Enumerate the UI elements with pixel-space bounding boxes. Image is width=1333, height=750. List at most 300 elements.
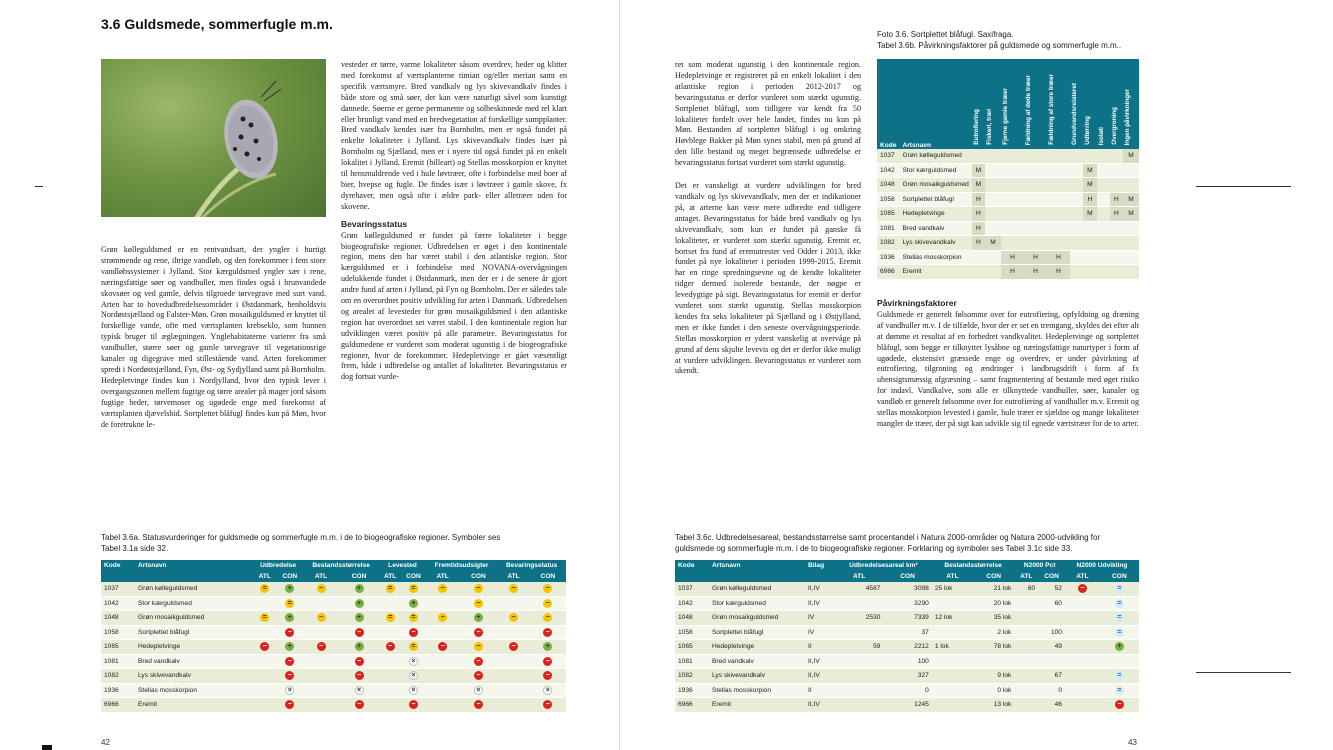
status-cell [530, 683, 566, 698]
impact-cell: H [1110, 207, 1123, 222]
status-cell [379, 582, 401, 596]
col-subheader [135, 571, 253, 582]
status-cell [401, 698, 426, 713]
region-label: ATL [497, 571, 529, 582]
pop-atl [932, 698, 973, 713]
area-con: 3098 [883, 582, 931, 596]
impact-cell [1001, 178, 1024, 193]
area-atl [835, 698, 883, 713]
pct-con: 60 [1038, 596, 1065, 611]
pop-atl [932, 625, 973, 640]
pop-con: 0 lok [973, 683, 1014, 698]
impact-factor-label: Grundvandsrelateret [1071, 83, 1079, 145]
area-atl: 4587 [835, 582, 883, 596]
row-code: 1048 [877, 178, 899, 193]
body-text: Guldsmede er generelt følsomme over for eutrofiering, opfyldning og dræning af vandhuller m.v. I de tilfælde, hvor der er set en tremgang, skyldes det efter alt at dømme et resultat af en forbedret vandkvalitet. Hedepletvinge og sortplettet blåfugl, som begge er tilknyttet lysåbne og næringsfattige naturtyper i form af ugødede, ekstensivt græssede enge og overdrev, er under påvirkning af eutrofiering, tilgroning og ændringer i landbrugsdrift i form af fx uhensigtsmæssig afgræsning – samt fragmentering af bestande med øget risiko for indavl. Vandkalve, som alle er tilknyttede vandhuller, søer, kanaler og vandløb er generelt følsomme over for eutrofiering af vandhuller m.v. Eremit og stellas mosskorpion levested i gamle, hule træer er sjældne og mange lokaliteter mangler de træer, der på sigt kan udvikle sig til egnede værtstræer for de to arter. [877, 309, 1139, 428]
col-subheader [101, 571, 135, 582]
impact-cell: H [972, 192, 985, 207]
row-code: 6966 [877, 265, 899, 280]
status-cell [339, 625, 379, 640]
status-cell [253, 669, 277, 684]
col-header: N2000 Pct [1014, 560, 1065, 571]
impact-cell: M [1083, 163, 1096, 178]
impact-cell: M [1123, 149, 1139, 163]
impact-cell [985, 265, 1001, 280]
col-header: Bevaringsstatus [497, 560, 566, 571]
impact-cell [1123, 250, 1139, 265]
impact-cell [1110, 221, 1123, 236]
col-header: Udbredelse [253, 560, 303, 571]
status-dot-icon: = [1115, 613, 1124, 622]
row-name: Lys skivevandkalv [899, 236, 971, 251]
status-cell [459, 625, 497, 640]
pct-atl [1014, 640, 1038, 655]
row-bilag: II,IV [805, 698, 835, 713]
crop-mark [1196, 186, 1291, 187]
impact-factor-header [1083, 59, 1096, 149]
pop-con: 2 lok [973, 625, 1014, 640]
status-dot-icon: = [1115, 628, 1124, 637]
status-cell [339, 596, 379, 611]
row-code: 1042 [101, 596, 135, 611]
impact-cell [1083, 236, 1096, 251]
row-name: Eremit [899, 265, 971, 280]
impact-cell [1083, 265, 1096, 280]
row-name: Hedepletvinge [899, 207, 971, 222]
area-atl [835, 654, 883, 669]
region-label: CON [1038, 571, 1065, 582]
impact-cell [1024, 236, 1047, 251]
impact-factor-header [1070, 59, 1083, 149]
row-name: Grøn kølleguldsmed [135, 582, 253, 596]
region-label: ATL [1065, 571, 1100, 582]
row-code: 1082 [675, 669, 709, 684]
status-cell [497, 683, 529, 698]
status-cell [277, 698, 304, 713]
impact-cell [1110, 236, 1123, 251]
butterfly-photo [101, 59, 326, 217]
status-dot-icon: − [438, 613, 447, 622]
impact-cell [1001, 163, 1024, 178]
impact-factor-label: Fiskeri, træl [986, 109, 994, 145]
photo-caption-line: Foto 3.6. Sortplettet blåfugl. Saxifraga. [877, 30, 1014, 39]
status-cell [426, 596, 460, 611]
impact-factor-label: Fældning af store træer [1048, 74, 1056, 145]
pct-atl [1014, 683, 1038, 698]
region-label: ATL [932, 571, 973, 582]
pop-con: 20 lok [973, 596, 1014, 611]
area-con: 100 [883, 654, 931, 669]
status-dot-icon: − [355, 671, 364, 680]
impact-cell: H [1024, 250, 1047, 265]
table-row [101, 698, 566, 713]
impact-factor-label: Fjerne gamle træer [1002, 88, 1010, 145]
right-column-2 [877, 296, 1139, 430]
trend-cell [1100, 669, 1139, 684]
area-atl [835, 596, 883, 611]
status-dot-icon: − [543, 628, 552, 637]
row-bilag: II,IV [805, 582, 835, 596]
row-code: 1058 [675, 625, 709, 640]
row-code: 1081 [877, 221, 899, 236]
area-atl: 2530 [835, 611, 883, 626]
region-label: CON [459, 571, 497, 582]
impact-cell [1047, 178, 1070, 193]
butterfly-illustration [101, 59, 326, 217]
trend-cell [1065, 669, 1100, 684]
col-header: Bestandsstørrelse [303, 560, 379, 571]
status-dot-icon: = [386, 584, 395, 593]
table-row [675, 596, 1139, 611]
pct-con: 100 [1038, 625, 1065, 640]
status-dot-icon: + [285, 584, 294, 593]
col-header: Levested [379, 560, 426, 571]
status-cell [253, 625, 277, 640]
status-table [101, 560, 566, 713]
region-label: CON [339, 571, 379, 582]
status-cell [303, 582, 339, 596]
table-row [675, 640, 1139, 655]
status-cell [497, 698, 529, 713]
status-dot-icon: × [355, 686, 364, 695]
col-header: Artsnavn [709, 560, 805, 571]
impact-cell: M [972, 178, 985, 193]
status-dot-icon: + [285, 613, 294, 622]
status-cell [497, 611, 529, 626]
area-atl: 59 [835, 640, 883, 655]
row-code: 1082 [877, 236, 899, 251]
impact-cell [985, 149, 1001, 163]
status-cell [339, 640, 379, 655]
subheading: Bevaringsstatus [341, 218, 408, 229]
col-header: Fremtidsudsigter [426, 560, 498, 571]
status-cell [379, 698, 401, 713]
pct-con: 49 [1038, 640, 1065, 655]
body-text: vesteder er tørre, varme lokaliteter såsom overdrev, heder og klitter med forekomst af værtsplanterne timian og/eller merian samt en specifik værtsmyre. Bred vandkalv og lys skivevandkalv findes i både store og små søer, der kan være naturligt såvel som kunstigt dannede. Søerne er gerne permanente og solbeskinnede med rel klart eller brunligt vand med en bredvegetation af forskellige sumpplanter. Bred vandkalv kendes især fra Bornholm, men er også fundet på enkelte lokaliteter i Jylland. Lys skivevandkalv findes især på Bornholm og Sjælland, men er i nyere tid også fundet på en enkelt lokalitet i Jylland. Eremit (billeart) og Stellas mosskorpion er knyttet til hensmuldrende ved i hule løvtræer, ofte i forbindelse med boer af bier, hvepse og fugle. De findes især i løvtræer i gamle skove, fx dyrehaver, men også ofte i ældre park- eller alletræer uden for skovene. [341, 60, 567, 211]
impact-cell [1024, 149, 1047, 163]
impact-cell [1110, 178, 1123, 193]
trend-cell [1100, 640, 1139, 655]
pct-atl [1014, 611, 1038, 626]
status-cell [339, 654, 379, 669]
impact-cell [1123, 236, 1139, 251]
status-dot-icon: + [474, 613, 483, 622]
status-dot-icon: − [317, 584, 326, 593]
status-dot-icon: − [474, 671, 483, 680]
impact-cell [1097, 163, 1110, 178]
impact-cell [1024, 192, 1047, 207]
status-dot-icon: − [317, 642, 326, 651]
status-cell [497, 582, 529, 596]
row-code: 1936 [675, 683, 709, 698]
status-dot-icon: = [260, 613, 269, 622]
status-cell [401, 669, 426, 684]
pop-atl [932, 654, 973, 669]
status-cell [277, 611, 304, 626]
status-dot-icon: − [474, 628, 483, 637]
status-cell [530, 698, 566, 713]
impact-cell [1110, 163, 1123, 178]
impact-factor-header [1024, 59, 1047, 149]
row-code: 1042 [675, 596, 709, 611]
col-header: Bestandsstørrelse [932, 560, 1015, 571]
status-cell [379, 611, 401, 626]
status-cell [303, 625, 339, 640]
impact-cell [1001, 192, 1024, 207]
impact-cell [1097, 221, 1110, 236]
trend-cell [1065, 611, 1100, 626]
status-cell [379, 640, 401, 655]
status-cell [426, 611, 460, 626]
impact-factor-label: Fældning af døde træer [1025, 74, 1033, 145]
impact-factor-header [985, 59, 1001, 149]
status-cell [459, 640, 497, 655]
row-name: Sortplettet blåfugl [709, 625, 805, 640]
table-row [675, 654, 1139, 669]
impact-factor-header [1001, 59, 1024, 149]
status-cell [401, 640, 426, 655]
body-text: Grøn kølleguldsmed er en rentvandsart, der yngler i hurtigt strømmende og rene, iltrige vandløb, og den forekommer i fem store vandløbssystemer i Jylland. Stor kærguldsmed yngler sær i rene, næringsfattige søer og vandhuller, men findes også i brunvandede skovsøer og ved gamle, delvis tilgroede tørvegrave med surt vand. Arten har to hovedudbredelsesområder i Østdanmark, henholdsvis Nordøstsjælland og Falster-Møn. Grøn mosaikguldsmed er knyttet til forskellige vande, ofte med værtsplanten krebseklo, som hunnen typisk bruger til æglægningen. Ynglehabitaterne varierer fra små vandhuller, større søer og gamle tørvegrave til vegetationsrige kanaler og digegrave med stillestående vand. Arten forekommer spredt i Nordøstsjælland, Fyn, Øst- og Sydjylland samt på Bornholm. Hedepletvinge findes kun i Nordjylland, hvor den typisk lever i overgangszonen mellem fugtige og tørre arealer på mager jord såsom fugtige heder, tørvemoser og ugødede enge med forekomst af værtsplanten djævelsbid. Sortplettet blåfugl findes kun på Møn, hvor de foretrukne le- [101, 245, 326, 429]
impact-factor-header [1047, 59, 1070, 149]
table-caption: Tabel 3.6b. Påvirkningsfaktorer på guldsmede og sommerfugle m.m.. [877, 40, 1122, 50]
impact-cell [985, 207, 1001, 222]
row-name: Grøn mosaikguldsmed [135, 611, 253, 626]
region-label: CON [973, 571, 1014, 582]
row-name: Bred vandkalv [709, 654, 805, 669]
status-cell [401, 596, 426, 611]
table-row [101, 640, 566, 655]
pop-atl [932, 596, 973, 611]
status-dot-icon: − [355, 628, 364, 637]
region-label: CON [530, 571, 566, 582]
impact-cell [1097, 236, 1110, 251]
status-dot-icon: − [260, 642, 269, 651]
impact-cell [1097, 149, 1110, 163]
table-row [877, 207, 1139, 222]
pct-atl [1014, 625, 1038, 640]
row-code: 1037 [101, 582, 135, 596]
status-dot-icon: − [355, 700, 364, 709]
impact-cell [1070, 149, 1083, 163]
table-row [675, 625, 1139, 640]
status-cell [277, 625, 304, 640]
table-row [877, 192, 1139, 207]
status-dot-icon: × [409, 686, 418, 695]
region-label: CON [277, 571, 304, 582]
status-dot-icon: + [355, 613, 364, 622]
impact-cell [1110, 250, 1123, 265]
impact-cell [1123, 221, 1139, 236]
table-row [675, 582, 1139, 596]
row-code: 1082 [101, 669, 135, 684]
status-dot-icon: − [543, 599, 552, 608]
status-dot-icon: + [1115, 642, 1124, 651]
status-cell [303, 611, 339, 626]
status-cell [277, 683, 304, 698]
trend-cell [1065, 582, 1100, 596]
pop-con: 13 lok [973, 698, 1014, 713]
impact-cell: H [972, 221, 985, 236]
table-caption: Tabel 3.6c. Udbredelsesareal, bestandsstørrelse samt procentandel i Natura 2000-områder og Natura 2000-udvikling for guldsmede og sommerfugle m.m. i de to biogeografiske regioner. Forklaring og symboler ses Tabel 3.1c side 33. [675, 533, 1101, 553]
body-text: Grøn kølleguldsmed er fundet på færre lokaliteter i begge biogeografiske regioner. Udbredelsen er øget i den kontinentale region, mens den har været stabil i den atlantiske region. Stor kærguldsmed er i forbindelse med NOVANA-overvågningen udelukkende fundet i Østdanmark, men der er i de senere år gjort andre fund af arten i Jylland, på Fyn og Bornholm. Der er således tale om en overordnet positiv udvikling for arten i Danmark. Udbredelsen og arealet af levesteder for grøn mosaikguldsmed i den atlantiske region har overordnet set været stabil. I den kontinentale region har udviklingen været positiv på alle parametre. Bevaringsstatus for guldsmedene er vurderet som moderat ugunstig i de biogeografiske regioner, hvor de forekommer. Hedepletvinge er gået væsentligt frem, både i udbredelse og antallet af lokaliteter. Bevaringsstatus er dog fortsat vurde- [341, 230, 567, 382]
impact-cell [1070, 178, 1083, 193]
pop-atl: 1 lok [932, 640, 973, 655]
status-dot-icon: − [543, 671, 552, 680]
impact-cell [1024, 178, 1047, 193]
status-cell [497, 640, 529, 655]
status-cell [459, 596, 497, 611]
col-subheader [709, 571, 805, 582]
table-row [877, 265, 1139, 280]
table-row [877, 178, 1139, 193]
impact-cell [972, 250, 985, 265]
impact-cell [1024, 163, 1047, 178]
pct-atl [1014, 654, 1038, 669]
trend-cell [1065, 654, 1100, 669]
impact-cell: M [1123, 207, 1139, 222]
status-cell [530, 611, 566, 626]
row-name: Eremit [135, 698, 253, 713]
row-name: Grøn mosaikguldsmed [899, 178, 971, 193]
status-dot-icon: − [285, 671, 294, 680]
status-cell [379, 654, 401, 669]
status-dot-icon: = [409, 642, 418, 651]
region-label: ATL [379, 571, 401, 582]
pct-atl [1014, 669, 1038, 684]
left-column-2 [341, 60, 567, 383]
status-cell [530, 640, 566, 655]
row-code: 1048 [675, 611, 709, 626]
impact-cell [1070, 265, 1083, 280]
row-name: Sortplettet blåfugl [135, 625, 253, 640]
impact-factor-label: Eutrofiering [972, 109, 980, 145]
trend-cell [1100, 683, 1139, 698]
impact-cell: M [1123, 192, 1139, 207]
row-code: 1042 [877, 163, 899, 178]
impact-cell [1047, 192, 1070, 207]
impact-cell: M [972, 163, 985, 178]
status-cell [303, 654, 339, 669]
status-cell [253, 654, 277, 669]
impact-cell [1123, 265, 1139, 280]
status-dot-icon: − [285, 700, 294, 709]
status-cell [253, 582, 277, 596]
pct-con: 46 [1038, 698, 1065, 713]
pop-con: 35 lok [973, 611, 1014, 626]
status-dot-icon: − [474, 584, 483, 593]
trend-cell [1065, 640, 1100, 655]
trend-cell [1065, 596, 1100, 611]
status-dot-icon: − [474, 700, 483, 709]
status-cell [253, 611, 277, 626]
row-name: Grøn kølleguldsmed [899, 149, 971, 163]
pop-atl [932, 683, 973, 698]
status-cell [401, 683, 426, 698]
impact-cell [1001, 236, 1024, 251]
impact-cell [985, 221, 1001, 236]
pop-con: 21 lok [973, 582, 1014, 596]
status-dot-icon: − [509, 613, 518, 622]
trend-cell [1100, 596, 1139, 611]
row-bilag: II,IV [805, 654, 835, 669]
impact-cell [1123, 178, 1139, 193]
impact-cell [1083, 250, 1096, 265]
row-name: Stor kærguldsmed [135, 596, 253, 611]
status-dot-icon: − [509, 642, 518, 651]
impact-cell [1083, 149, 1096, 163]
pct-con [1038, 654, 1065, 669]
impact-cell [1097, 178, 1110, 193]
col-header: Kode [877, 59, 899, 149]
table-row [877, 236, 1139, 251]
status-dot-icon: − [543, 657, 552, 666]
crop-mark [1196, 672, 1291, 673]
pop-con: 9 lok [973, 669, 1014, 684]
status-cell [459, 669, 497, 684]
status-dot-icon: − [317, 613, 326, 622]
impact-cell: H [1001, 250, 1024, 265]
status-cell [339, 582, 379, 596]
status-dot-icon: + [355, 584, 364, 593]
status-dot-icon: − [474, 642, 483, 651]
trend-cell [1065, 683, 1100, 698]
status-dot-icon: = [1115, 686, 1124, 695]
status-cell [339, 698, 379, 713]
col-header: Artsnavn [135, 560, 253, 571]
status-cell [459, 654, 497, 669]
pop-con: 78 lok [973, 640, 1014, 655]
impact-factor-header [1097, 59, 1110, 149]
status-dot-icon: = [1115, 671, 1124, 680]
row-code: 1065 [675, 640, 709, 655]
area-con: 0 [883, 683, 931, 698]
impact-cell: H [1047, 265, 1070, 280]
impact-factor-header [1123, 59, 1139, 149]
table-row [877, 221, 1139, 236]
area-con: 2212 [883, 640, 931, 655]
row-name: Lys skivevandkalv [135, 669, 253, 684]
status-dot-icon: − [474, 599, 483, 608]
area-con: 327 [883, 669, 931, 684]
status-dot-icon: − [409, 628, 418, 637]
status-dot-icon: = [409, 613, 418, 622]
status-cell [497, 654, 529, 669]
pop-atl: 25 lok [932, 582, 973, 596]
row-bilag: II,IV [805, 596, 835, 611]
row-code: 6966 [101, 698, 135, 713]
trend-cell [1100, 611, 1139, 626]
impact-cell: M [1083, 207, 1096, 222]
impact-cell [1047, 149, 1070, 163]
status-cell [253, 683, 277, 698]
impact-cell [985, 178, 1001, 193]
impact-cell [1047, 221, 1070, 236]
impact-factor-label: Overgroning [1110, 107, 1118, 145]
body-text: ret som moderat ugunstig i den kontinentale region. Hedepletvinge er registreret på en enkelt lokalitet i den atlantiske region i perioden 2012-2017 og bevaringsstatus er derfor vurderet som stærkt ugunstig. Sortplettet blåfugl, som tidligere var kendt fra 50 lokaliteter fordelt over hele landet, findes nu kun på Møn. Bestanden af sortplettet blåfugl i og omkring Høvblege Bakker på Møn synes stabil, men på grund af den lille bestand og meget begrænsede udbredelse er bevaringsstatus fortsat vurderet som stærkt ugunstig. [675, 60, 861, 168]
status-dot-icon: = [260, 584, 269, 593]
impact-cell: H [1001, 265, 1024, 280]
row-name: Stor kærguldsmed [709, 596, 805, 611]
status-dot-icon: − [285, 628, 294, 637]
col-header: Kode [675, 560, 709, 571]
status-cell [379, 669, 401, 684]
status-cell [426, 625, 460, 640]
impact-cell [1070, 207, 1083, 222]
row-name: Bred vandkalv [899, 221, 971, 236]
impact-cell [1097, 265, 1110, 280]
status-cell [303, 669, 339, 684]
col-subheader [805, 571, 835, 582]
